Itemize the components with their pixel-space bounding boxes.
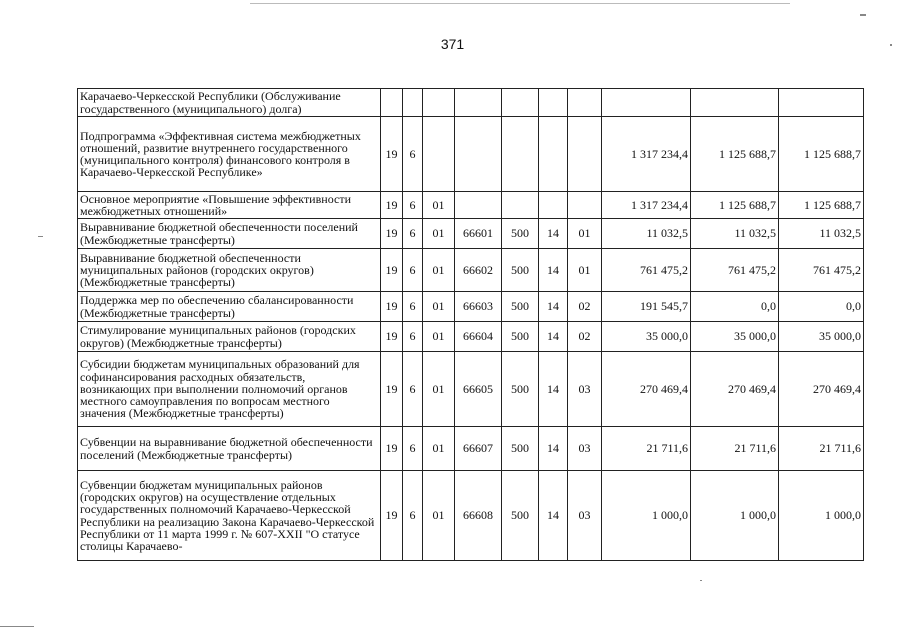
cell-sum-2: 21 711,6 — [691, 427, 779, 471]
cell-sum-3: 1 000,0 — [779, 471, 864, 561]
cell-cs: 66604 — [455, 322, 502, 352]
cell-rz: 6 — [403, 192, 423, 219]
cell-cs — [455, 89, 502, 117]
cell-cs: 66607 — [455, 427, 502, 471]
row-name: Субвенции на выравнивание бюджетной обеспеченности поселений (Межбюджетные трансферты) — [78, 427, 381, 471]
cell-a: 14 — [539, 219, 568, 249]
cell-vr: 500 — [502, 219, 539, 249]
scan-mark-bottom-left — [0, 626, 34, 627]
cell-a — [539, 117, 568, 192]
cell-sum-1: 1 317 234,4 — [602, 117, 691, 192]
cell-sum-2: 270 469,4 — [691, 352, 779, 427]
scan-mark-right-top — [860, 14, 866, 16]
cell-gr: 19 — [381, 192, 403, 219]
cell-rz: 6 — [403, 471, 423, 561]
cell-sum-1: 1 000,0 — [602, 471, 691, 561]
table-row — [78, 89, 864, 117]
table-row — [78, 219, 864, 249]
cell-cs: 66608 — [455, 471, 502, 561]
cell-rz: 6 — [403, 292, 423, 322]
cell-rz: 6 — [403, 249, 423, 292]
cell-sum-1: 21 711,6 — [602, 427, 691, 471]
table-row — [78, 249, 864, 292]
cell-cs — [455, 117, 502, 192]
cell-pr: 01 — [423, 427, 455, 471]
cell-pr: 01 — [423, 322, 455, 352]
cell-gr: 19 — [381, 471, 403, 561]
row-name: Субсидии бюджетам муниципальных образований для софинансирования расходных обязательств, возникающих при выполнении полномочий органов местного самоуправления по вопросам местного значения (Межбюджетные трансферты) — [78, 352, 381, 427]
cell-vr — [502, 117, 539, 192]
cell-gr — [381, 89, 403, 117]
table-row — [78, 471, 864, 561]
cell-sum-2: 1 125 688,7 — [691, 117, 779, 192]
cell-a: 14 — [539, 352, 568, 427]
scan-mark-bottom-right — [700, 580, 702, 581]
cell-pr: 01 — [423, 471, 455, 561]
cell-a: 14 — [539, 292, 568, 322]
cell-sum-3: 0,0 — [779, 292, 864, 322]
cell-pr — [423, 89, 455, 117]
cell-cs: 66602 — [455, 249, 502, 292]
cell-gr: 19 — [381, 352, 403, 427]
cell-sum-2: 0,0 — [691, 292, 779, 322]
cell-b: 02 — [568, 322, 602, 352]
cell-gr: 19 — [381, 292, 403, 322]
cell-cs: 66605 — [455, 352, 502, 427]
table-row — [78, 352, 864, 427]
scan-mark-left — [38, 236, 43, 237]
row-name: Поддержка мер по обеспечению сбалансированности (Межбюджетные трансферты) — [78, 292, 381, 322]
cell-cs — [455, 192, 502, 219]
table-row — [78, 322, 864, 352]
cell-pr — [423, 117, 455, 192]
cell-vr: 500 — [502, 352, 539, 427]
cell-sum-1: 11 032,5 — [602, 219, 691, 249]
cell-pr: 01 — [423, 249, 455, 292]
cell-rz — [403, 89, 423, 117]
cell-vr — [502, 192, 539, 219]
cell-a: 14 — [539, 322, 568, 352]
cell-sum-3: 35 000,0 — [779, 322, 864, 352]
cell-gr: 19 — [381, 427, 403, 471]
cell-vr — [502, 89, 539, 117]
cell-b: 01 — [568, 249, 602, 292]
cell-a — [539, 192, 568, 219]
cell-rz: 6 — [403, 352, 423, 427]
cell-sum-2: 1 000,0 — [691, 471, 779, 561]
cell-sum-2: 35 000,0 — [691, 322, 779, 352]
cell-pr: 01 — [423, 352, 455, 427]
table-row — [78, 192, 864, 219]
cell-a — [539, 89, 568, 117]
row-name: Субвенции бюджетам муниципальных районов (городских округов) на осуществление отдельных государственных полномочий Карачаево-Черкесской Республики на реализацию Закона Карачаево-Черкесской Республики от 11 марта 1999 г. № 607-XXII "О статусе столицы Карачаево- — [78, 471, 381, 561]
page-number: 371 — [440, 36, 465, 52]
cell-vr: 500 — [502, 471, 539, 561]
cell-sum-2: 761 475,2 — [691, 249, 779, 292]
cell-sum-3 — [779, 89, 864, 117]
cell-sum-3: 761 475,2 — [779, 249, 864, 292]
cell-sum-1: 761 475,2 — [602, 249, 691, 292]
cell-sum-3: 1 125 688,7 — [779, 192, 864, 219]
cell-rz: 6 — [403, 322, 423, 352]
row-name: Выравнивание бюджетной обеспеченности поселений (Межбюджетные трансферты) — [78, 219, 381, 249]
cell-sum-2 — [691, 89, 779, 117]
cell-sum-1: 191 545,7 — [602, 292, 691, 322]
budget-table — [77, 88, 864, 561]
cell-sum-3: 270 469,4 — [779, 352, 864, 427]
table-row — [78, 292, 864, 322]
cell-cs: 66601 — [455, 219, 502, 249]
cell-sum-3: 21 711,6 — [779, 427, 864, 471]
cell-gr: 19 — [381, 117, 403, 192]
cell-sum-3: 1 125 688,7 — [779, 117, 864, 192]
cell-b: 02 — [568, 292, 602, 322]
cell-sum-1: 270 469,4 — [602, 352, 691, 427]
cell-cs: 66603 — [455, 292, 502, 322]
cell-pr: 01 — [423, 192, 455, 219]
cell-vr: 500 — [502, 292, 539, 322]
row-name: Основное мероприятие «Повышение эффективности межбюджетных отношений» — [78, 192, 381, 219]
cell-sum-1 — [602, 89, 691, 117]
cell-sum-2: 1 125 688,7 — [691, 192, 779, 219]
cell-a: 14 — [539, 249, 568, 292]
cell-sum-3: 11 032,5 — [779, 219, 864, 249]
cell-b: 03 — [568, 427, 602, 471]
table-row — [78, 427, 864, 471]
cell-a: 14 — [539, 427, 568, 471]
table-row — [78, 117, 864, 192]
cell-gr: 19 — [381, 322, 403, 352]
row-name: Подпрограмма «Эффективная система межбюджетных отношений, развитие внутреннего государственного (муниципального контроля) финансового контроля в Карачаево-Черкесской Республике» — [78, 117, 381, 192]
scan-mark-top — [250, 3, 790, 4]
cell-b — [568, 192, 602, 219]
cell-rz: 6 — [403, 427, 423, 471]
cell-gr: 19 — [381, 219, 403, 249]
cell-rz: 6 — [403, 219, 423, 249]
cell-b — [568, 117, 602, 192]
cell-b: 03 — [568, 352, 602, 427]
cell-pr: 01 — [423, 292, 455, 322]
row-name: Стимулирование муниципальных районов (городских округов) (Межбюджетные трансферты) — [78, 322, 381, 352]
cell-b: 03 — [568, 471, 602, 561]
cell-pr: 01 — [423, 219, 455, 249]
cell-b: 01 — [568, 219, 602, 249]
cell-sum-2: 11 032,5 — [691, 219, 779, 249]
cell-sum-1: 1 317 234,4 — [602, 192, 691, 219]
cell-vr: 500 — [502, 322, 539, 352]
cell-rz: 6 — [403, 117, 423, 192]
cell-vr: 500 — [502, 427, 539, 471]
row-name: Выравнивание бюджетной обеспеченности муниципальных районов (городских округов) (Межбюджетные трансферты) — [78, 249, 381, 292]
cell-b — [568, 89, 602, 117]
cell-sum-1: 35 000,0 — [602, 322, 691, 352]
cell-vr: 500 — [502, 249, 539, 292]
row-name: Карачаево-Черкесской Республики (Обслуживание государственного (муниципального) долга) — [78, 89, 381, 117]
cell-a: 14 — [539, 471, 568, 561]
cell-gr: 19 — [381, 249, 403, 292]
